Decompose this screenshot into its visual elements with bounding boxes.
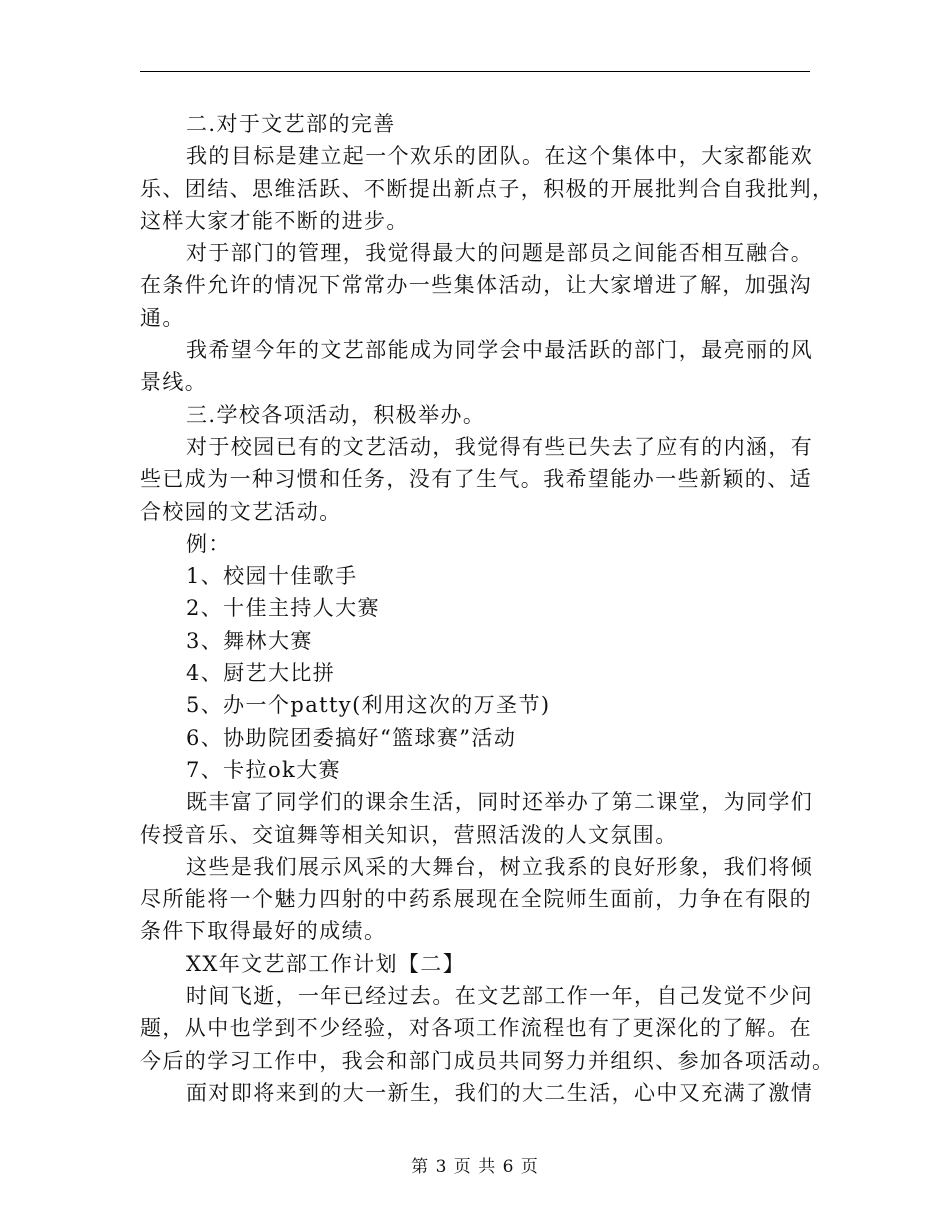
text-line: 面对即将来到的大一新生，我们的大二生活，心中又充满了激情 [186,1080,814,1105]
text-line: 我希望今年的文艺部能成为同学会中最活跃的部门，最亮丽的风 [186,338,814,363]
text-line: 2、十佳主持人大赛 [186,596,380,621]
text-line: 合校园的文艺活动。 [140,499,342,524]
text-line: 传授音乐、交谊舞等相关知识，营照活泼的人文氛围。 [140,822,678,847]
text-line: 例： [186,531,231,556]
document-body [140,108,835,1109]
text-line: 今后的学习工作中，我会和部门成员共同努力并组织、参加各项活动。 [140,1048,835,1073]
page-number-footer: 第 3 页 共 6 页 [411,1157,539,1177]
text-line: 些已成为一种习惯和任务，没有了生气。我希望能办一些新颖的、适 [140,467,812,492]
text-line: 这些是我们展示风采的大舞台，树立我系的良好形象，我们将倾 [186,854,814,879]
text-line: XX年文艺部工作计划【二】 [186,951,466,976]
header-rule [140,71,810,72]
text-line: 时间飞逝，一年已经过去。在文艺部工作一年，自己发觉不少问 [186,984,814,1009]
text-line: 5、办一个patty(利用这次的万圣节) [186,693,551,718]
text-line: 乐、团结、思维活跃、不断提出新点子，积极的开展批判合自我批判， [140,176,835,201]
text-line: 在条件允许的情况下常常办一些集体活动，让大家增进了解，加强沟 [140,273,812,298]
text-line: 我的目标是建立起一个欢乐的团队。在这个集体中，大家都能欢 [186,144,814,169]
text-line: 二.对于文艺部的完善 [186,112,396,136]
text-line: 既丰富了同学们的课余生活，同时还举办了第二课堂，为同学们 [186,790,814,815]
text-line: 对于部门的管理，我觉得最大的问题是部员之间能否相互融合。 [186,241,814,266]
text-line: 对于校园已有的文艺活动，我觉得有些已失去了应有的内涵，有 [186,434,814,459]
text-line: 这样大家才能不断的进步。 [140,208,409,233]
text-line: 景线。 [140,370,208,395]
text-line: 1、校园十佳歌手 [186,564,358,589]
text-line: 7、卡拉ok大赛 [186,757,341,782]
text-line: 题，从中也学到不少经验，对各项工作流程也有了更深化的了解。在 [140,1016,812,1041]
text-line: 通。 [140,305,185,330]
text-line: 3、舞林大赛 [186,628,313,653]
text-line: 条件下取得最好的成绩。 [140,919,387,944]
text-line: 4、厨艺大比拼 [186,661,336,686]
text-line: 6、协助院团委搞好“篮球赛”活动 [186,725,517,750]
text-line: 三.学校各项活动，积极举办。 [186,402,486,427]
text-line: 尽所能将一个魅力四射的中药系展现在全院师生面前，力争在有限的 [140,887,812,912]
